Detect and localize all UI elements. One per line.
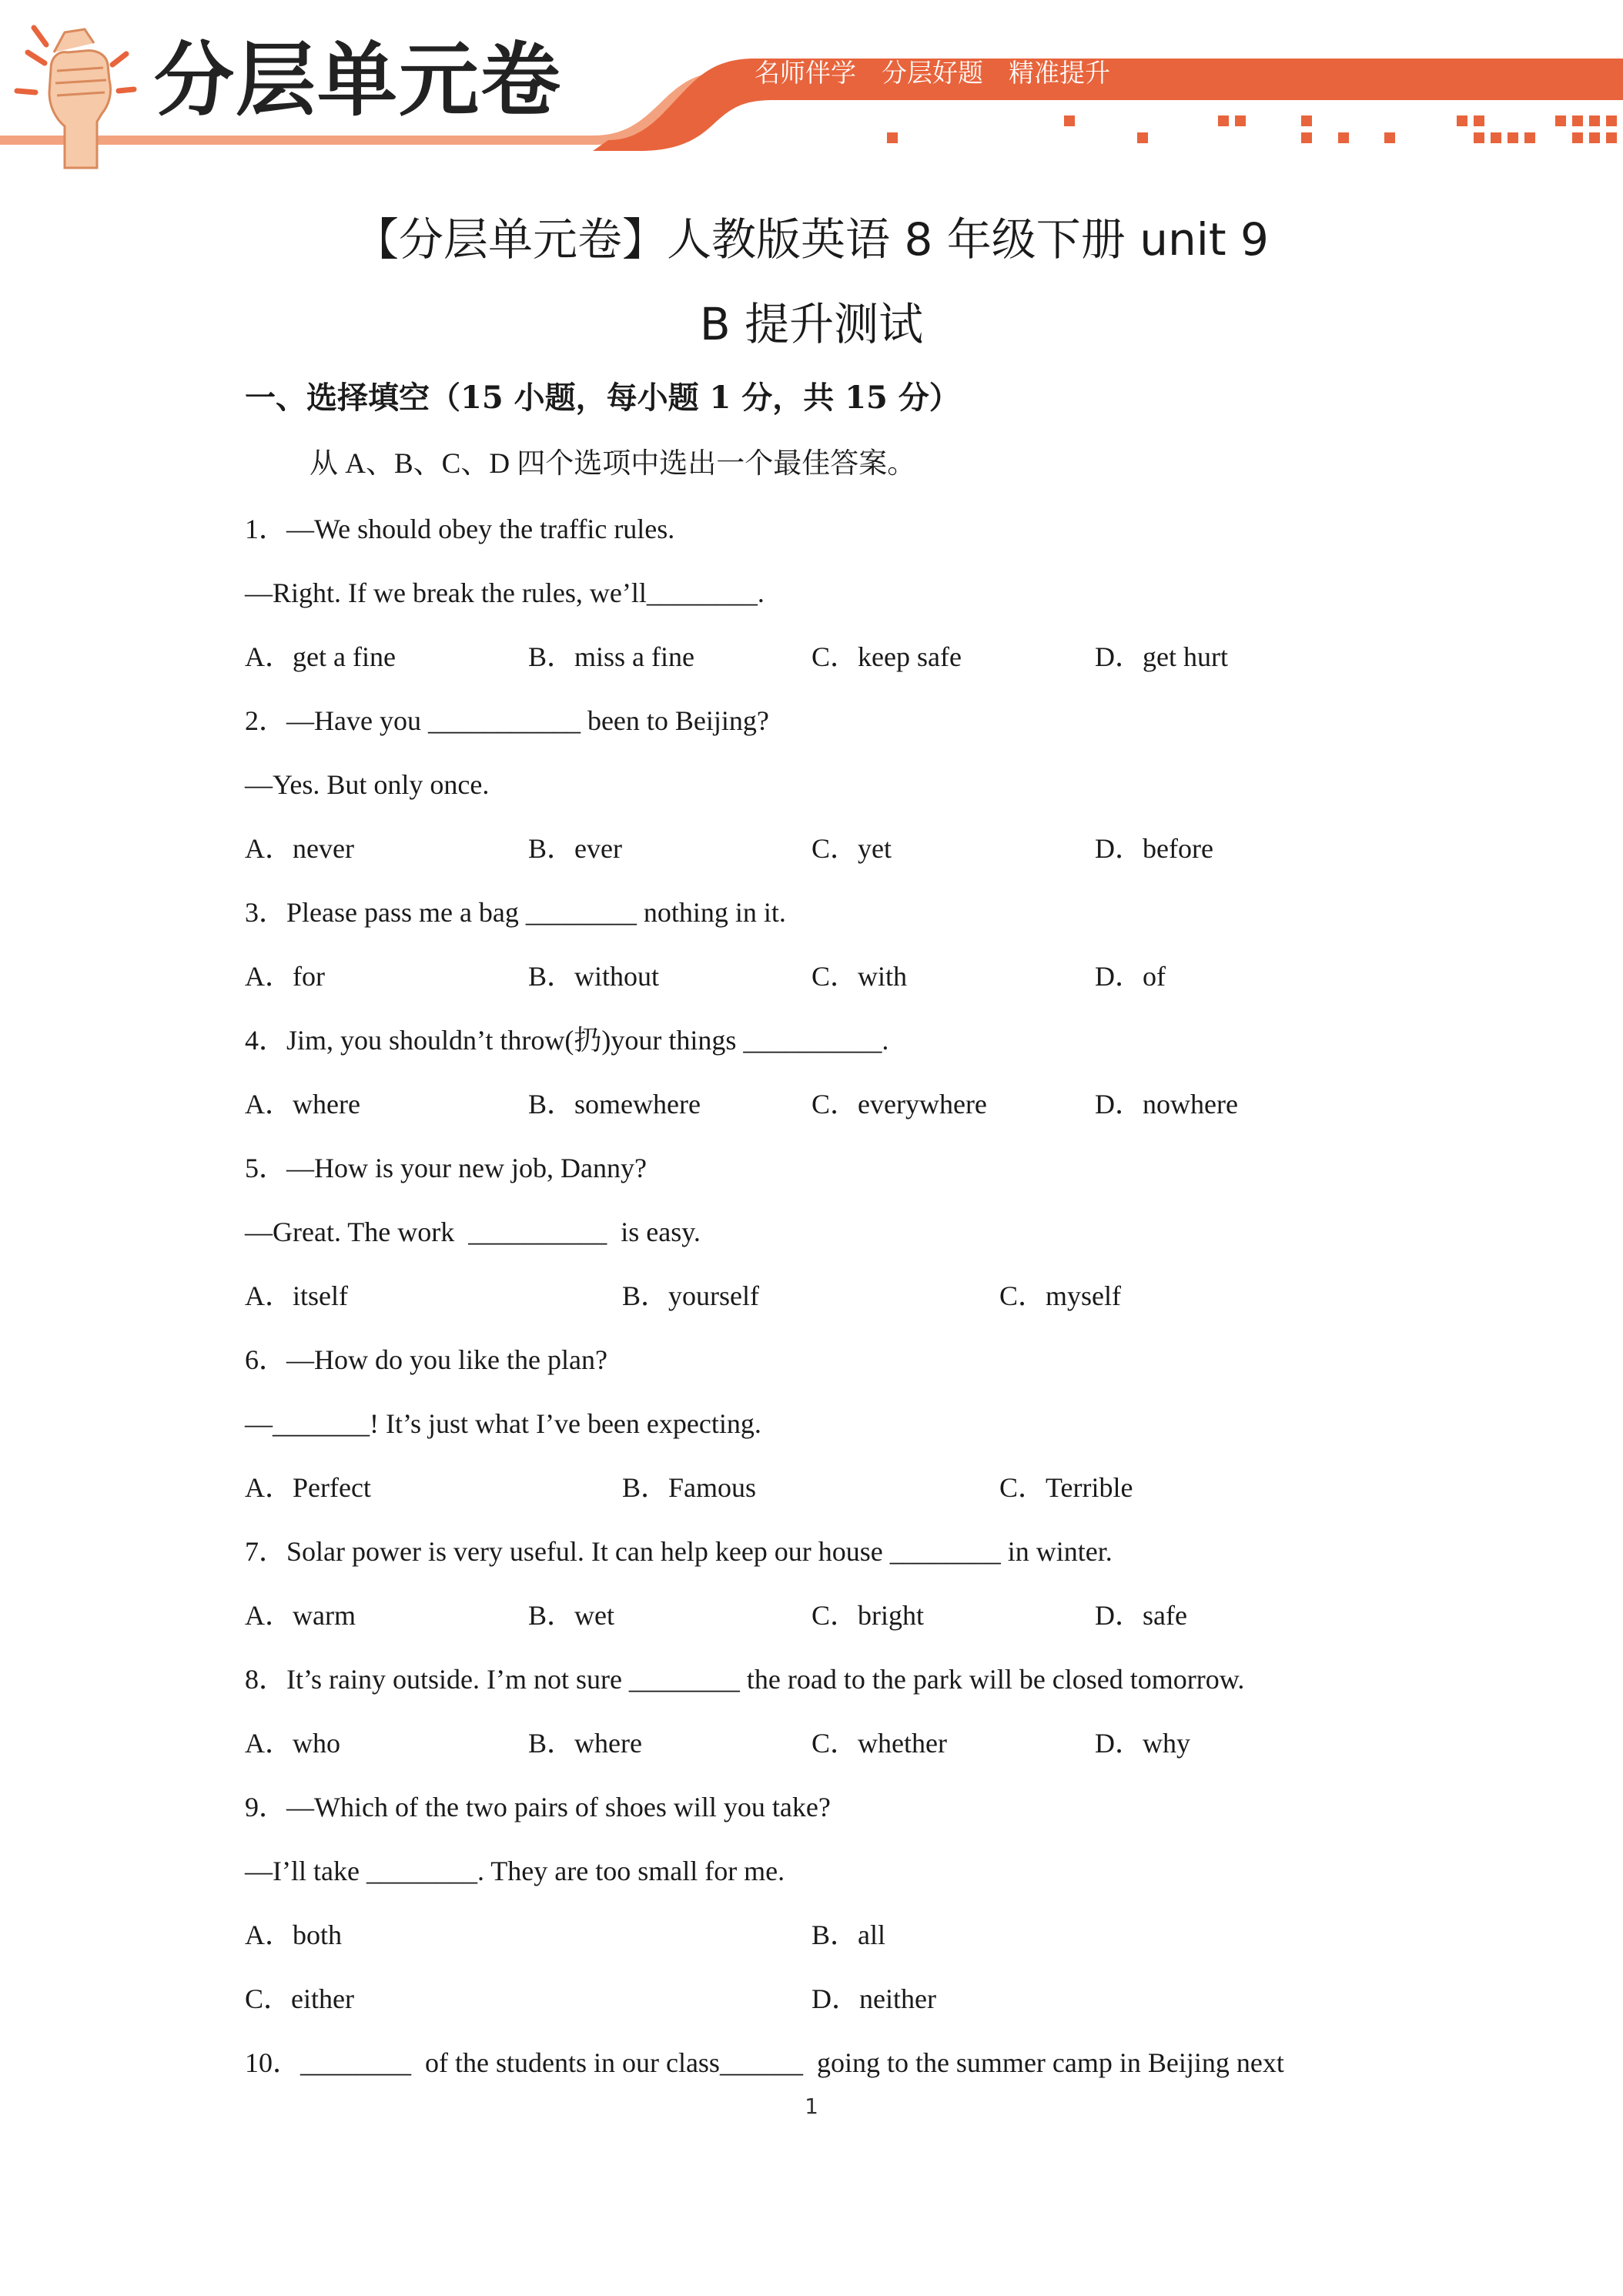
option-a[interactable] (245, 962, 325, 990)
option-text: before (1143, 833, 1213, 864)
option-letter: D． (812, 1983, 859, 2014)
question-text: 4．Jim, you shouldn’t throw(扔)your things __________. (245, 1025, 889, 1056)
raised-fist-icon (11, 6, 142, 176)
option-letter: C． (812, 1600, 858, 1631)
option-b[interactable] (528, 1602, 614, 1629)
option-c[interactable] (812, 1090, 987, 1118)
option-b[interactable] (622, 1282, 759, 1310)
option-b[interactable] (528, 962, 659, 990)
option-text: with (858, 961, 908, 992)
option-letter: D． (1095, 961, 1143, 992)
option-text: of (1143, 961, 1166, 992)
option-letter: A． (245, 1089, 293, 1120)
document-subtitle: B 提升测试 (699, 298, 924, 350)
option-text: without (574, 961, 660, 992)
option-text: somewhere (574, 1089, 701, 1120)
option-text: where (293, 1089, 360, 1120)
question-text: 9．—Which of the two pairs of shoes will you take? (245, 1792, 831, 1822)
option-letter: A． (245, 1280, 293, 1311)
option-letter: A． (245, 833, 293, 864)
option-text: where (574, 1728, 642, 1759)
option-letter: C． (812, 641, 858, 672)
option-letter: C． (245, 1983, 292, 2014)
option-b[interactable] (528, 1090, 701, 1118)
option-text: Terrible (1046, 1472, 1133, 1503)
option-letter: B． (528, 641, 575, 672)
option-text: for (293, 961, 325, 992)
option-d[interactable] (1095, 962, 1166, 990)
option-letter: C． (812, 833, 858, 864)
option-text: Perfect (293, 1472, 371, 1503)
question-text: 10．________ of the students in our class______ going to the summer camp in Beijing next (245, 2047, 1284, 2078)
option-letter: B． (622, 1472, 669, 1503)
option-text: all (858, 1919, 885, 1950)
option-letter: A． (245, 1472, 293, 1503)
option-letter: C． (999, 1280, 1046, 1311)
option-letter: D． (1095, 1728, 1143, 1759)
option-b[interactable] (812, 1921, 885, 1949)
option-letter: D． (1095, 1600, 1143, 1631)
page-number: 1 (805, 2094, 818, 2119)
option-letter: B． (528, 1728, 575, 1759)
option-text: bright (858, 1600, 925, 1631)
option-letter: B． (528, 1600, 575, 1631)
question-text: —Yes. But only once. (245, 769, 490, 800)
option-c[interactable] (812, 962, 907, 990)
question-text: 5．—How is your new job, Danny? (245, 1153, 647, 1183)
option-text: whether (858, 1728, 947, 1759)
option-text: neither (859, 1983, 936, 2014)
question-text: —I’ll take ________. They are too small for me. (245, 1856, 785, 1886)
option-c[interactable] (999, 1474, 1133, 1501)
question-text: 7．Solar power is very useful. It can help keep our house ________ in winter. (245, 1536, 1113, 1567)
option-text: miss a fine (574, 641, 694, 672)
option-letter: C． (999, 1472, 1046, 1503)
option-letter: A． (245, 1728, 293, 1759)
option-text: get a fine (293, 641, 396, 672)
option-d[interactable] (1095, 643, 1228, 671)
option-letter: A． (245, 1600, 293, 1631)
document-title: 【分层单元卷】人教版英语 8 年级下册 unit 9 (354, 213, 1269, 266)
option-text: itself (293, 1280, 348, 1311)
option-b[interactable] (528, 643, 694, 671)
section-instruction: 从 A、B、C、D 四个选项中选出一个最佳答案。 (310, 448, 916, 480)
option-a[interactable] (245, 643, 396, 671)
option-text: never (293, 833, 354, 864)
option-letter: A． (245, 961, 293, 992)
option-c[interactable] (812, 1602, 924, 1629)
option-d[interactable] (1095, 1602, 1187, 1629)
option-text: keep safe (858, 641, 962, 672)
option-text: why (1143, 1728, 1190, 1759)
option-a[interactable] (245, 1282, 348, 1310)
header-slogan: 名师伴学 分层好题 精准提升 (755, 58, 1110, 88)
question-text: 3．Please pass me a bag ________ nothing in it. (245, 897, 786, 928)
option-b[interactable] (528, 1729, 642, 1757)
option-text: who (293, 1728, 340, 1759)
option-letter: B． (528, 961, 575, 992)
option-text: ever (574, 833, 622, 864)
section-heading: 一、选择填空（15 小题，每小题 1 分，共 15 分） (245, 380, 960, 416)
option-letter: A． (245, 641, 293, 672)
option-text: nowhere (1143, 1089, 1238, 1120)
option-a[interactable] (245, 1602, 356, 1629)
question-text: —Right. If we break the rules, we’ll________. (245, 577, 765, 608)
option-text: Famous (668, 1472, 757, 1503)
option-text: yet (858, 833, 892, 864)
option-letter: C． (812, 1728, 858, 1759)
option-d[interactable] (1095, 835, 1213, 862)
option-a[interactable] (245, 1729, 340, 1757)
option-c[interactable] (812, 835, 892, 862)
option-a[interactable] (245, 1921, 342, 1949)
option-letter: D． (1095, 641, 1143, 672)
option-letter: B． (528, 1089, 575, 1120)
option-letter: D． (1095, 833, 1143, 864)
option-b[interactable] (622, 1474, 756, 1501)
option-d[interactable] (812, 1985, 936, 2013)
option-text: myself (1046, 1280, 1121, 1311)
page-header (0, 0, 1623, 177)
option-text: everywhere (858, 1089, 987, 1120)
option-d[interactable] (1095, 1729, 1190, 1757)
option-letter: A． (245, 1919, 293, 1950)
option-letter: B． (528, 833, 575, 864)
option-a[interactable] (245, 1474, 371, 1501)
option-a[interactable] (245, 1090, 360, 1118)
option-text: warm (293, 1600, 356, 1631)
option-text: both (293, 1919, 343, 1950)
question-text: —_______! It’s just what I’ve been expecting. (245, 1408, 761, 1439)
option-a[interactable] (245, 835, 354, 862)
question-text: 8．It’s rainy outside. I’m not sure ________ the road to the park will be closed tomorrow. (245, 1664, 1245, 1695)
question-text: 2．—Have you ___________ been to Beijing? (245, 705, 769, 736)
option-d[interactable] (1095, 1090, 1238, 1118)
option-letter: C． (812, 1089, 858, 1120)
brand-logo-text: 分层单元卷 (154, 33, 563, 127)
option-c[interactable] (812, 1729, 947, 1757)
option-letter: C． (812, 961, 858, 992)
option-text: safe (1143, 1600, 1187, 1631)
option-b[interactable] (528, 835, 622, 862)
option-c[interactable] (245, 1985, 354, 2013)
question-text: —Great. The work __________ is easy. (245, 1217, 701, 1247)
option-text: either (291, 1983, 354, 2014)
option-letter: B． (622, 1280, 669, 1311)
option-c[interactable] (812, 643, 962, 671)
option-text: yourself (668, 1280, 759, 1311)
option-text: get hurt (1143, 641, 1228, 672)
option-text: wet (574, 1600, 614, 1631)
option-c[interactable] (999, 1282, 1121, 1310)
option-letter: B． (812, 1919, 858, 1950)
question-text: 6．—How do you like the plan? (245, 1344, 607, 1375)
question-text: 1．—We should obey the traffic rules. (245, 514, 675, 544)
option-letter: D． (1095, 1089, 1143, 1120)
